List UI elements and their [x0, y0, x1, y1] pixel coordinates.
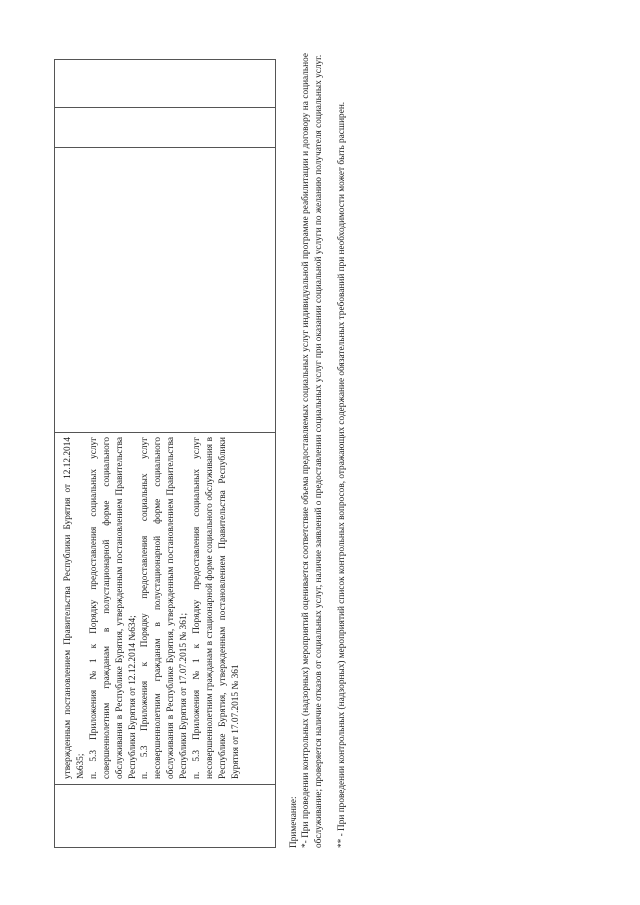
- legal-acts-text: утвержденным постановлением Правительства Республики Бурятия от 12.12.2014 №635; п. 5.3 Приложения №1 к Порядку предоставления социальных услуг совершеннолетним гражданам в полустационарной форме социального обслуживания в Республике Бурятия, утвержденным постановлением Правительства Республики Бурятия от 12.12.2014 №634; п. 5.3 Приложения к Порядку предоставления социальных услуг несовершеннолетним гражданам в полустационарной форме социального обслуживания в Республике Бурятия, утвержденным постановлением Правительства Республики Бурятия от 17.07.2015 № 361; п. 5.3 Приложения №1 к Порядку предоставления социальных услуг несовершеннолетним гражданам в стационарной форме социального обслуживания в Республике Бурятия, утвержденным постановлением Правительства Республики Бурятия от 17.07.2015 № 361: [63, 437, 241, 779]
- requirements-table: [54, 59, 276, 848]
- notes-section: [288, 53, 349, 848]
- table-cell-empty-2: [55, 107, 275, 147]
- note-single-asterisk: *- При проведении контрольных (надзорных) мероприятий оценивается соответствие объема предоставляемых социальных услуг индивидуальной программе реабилитации и договору на социальное обслуживание; проверяется наличие отказов от социальных услуг, наличие заявлений о предоставлении социальных услуг при оказании социальной услуги по желанию получателя социальных услуг.: [301, 53, 324, 848]
- table-cell-number: [55, 784, 275, 847]
- note-double-asterisk: ** - При проведении контрольных (надзорных) мероприятий список контрольных вопросов, отражающих содержание обязательных требований при необходимости может быть расширен.: [337, 101, 348, 848]
- notes-heading: Примечание:: [289, 796, 299, 848]
- table-cell-legal-acts: [55, 432, 275, 784]
- table-cell-empty-3: [55, 60, 275, 107]
- table-cell-empty-1: [55, 147, 275, 432]
